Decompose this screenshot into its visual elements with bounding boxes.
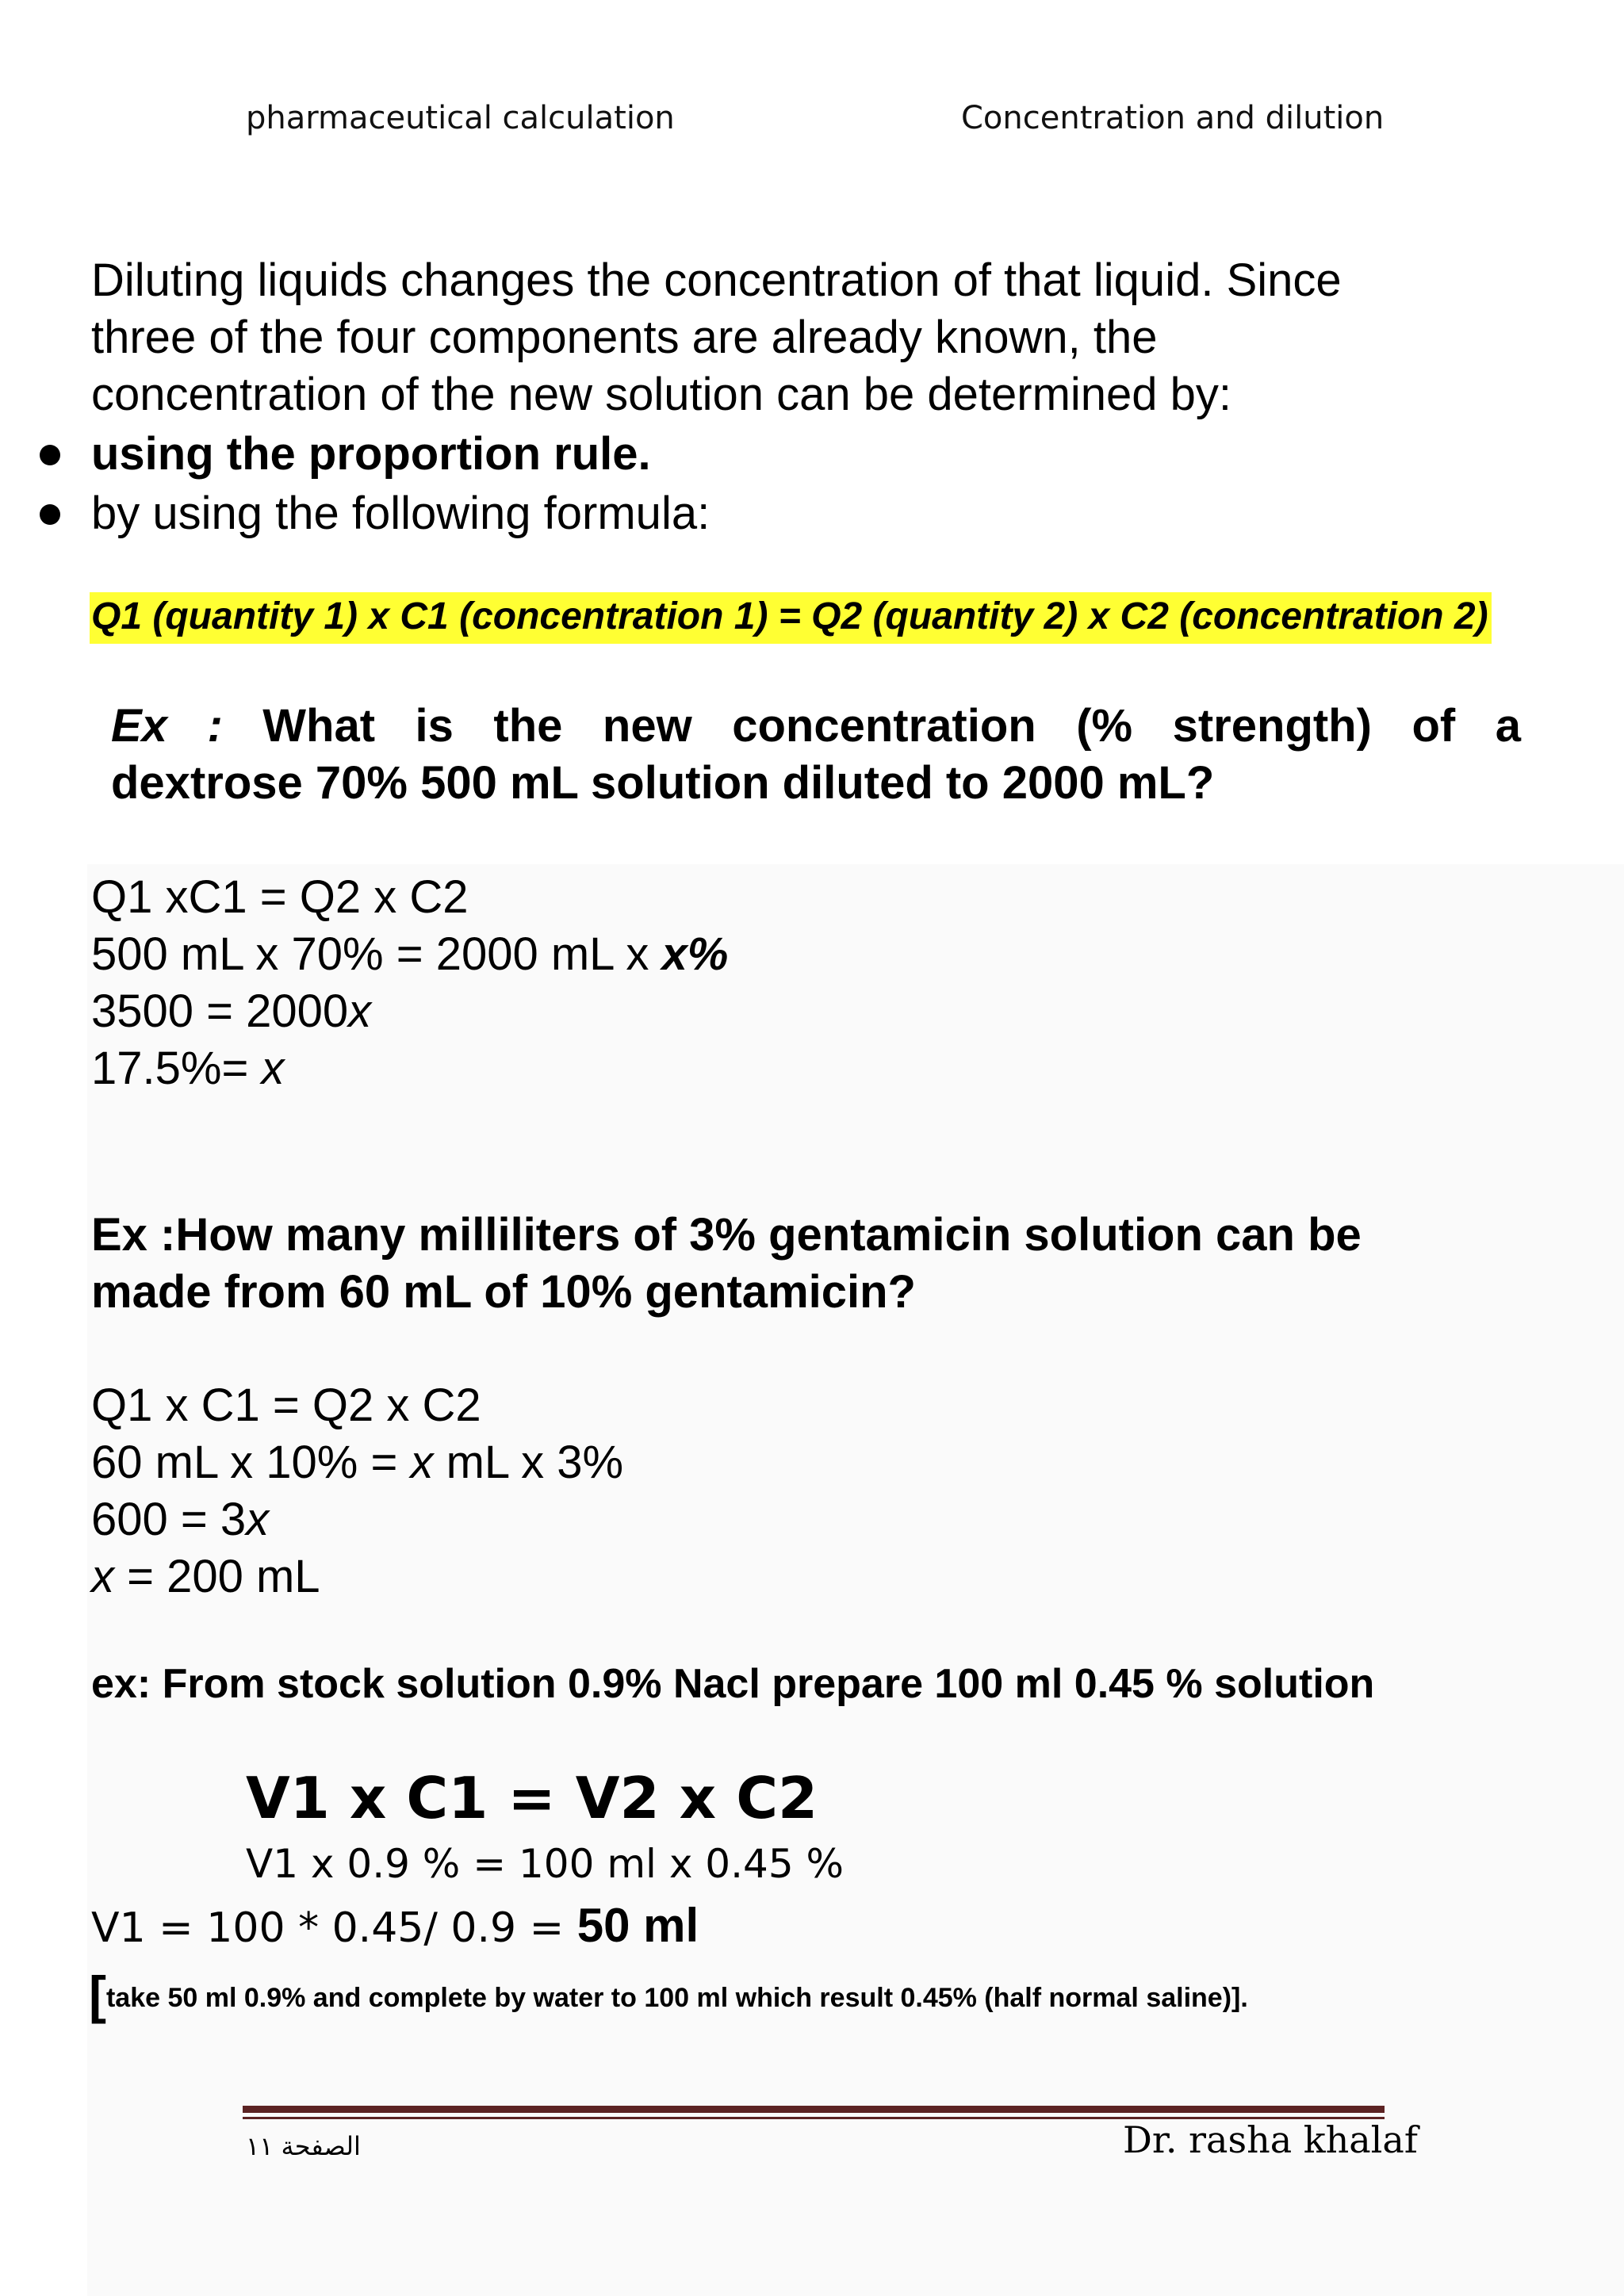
header-right: Concentration and dilution [961,100,1385,136]
example1-step3 [91,983,371,1040]
intro-line-3: concentration of the new solution can be determined by: [91,369,1232,420]
example3-step1: V1 x 0.9 % = 100 ml x 0.45 % [246,1841,845,1887]
step2-text-b: mL x 3% [433,1437,624,1488]
footer-author: Dr. rasha khalaf [1123,2118,1418,2161]
step2-variable: x% [661,928,729,980]
step2-text: 500 mL x 70% = 2000 mL x [91,928,662,980]
step3-text: 600 = 3 [91,1494,247,1545]
footer-page-number: الصفحة ١١ [246,2131,361,2161]
word: What [262,700,376,752]
step2-text: V1 = 100 * 0.45/ 0.9 = [91,1904,577,1952]
bullet-dot-1 [40,445,60,465]
intro-line-2: three of the four components are already known, the [91,312,1158,363]
example2-step1: Q1 x C1 = Q2 x C2 [91,1380,481,1431]
word: is [415,700,454,752]
example3-formula: V1 x C1 = V2 x C2 [246,1765,818,1831]
example3-question: ex: From stock solution 0.9% Nacl prepare 100 ml 0.45 % solution [91,1661,1375,1707]
word: new [602,700,692,752]
step3-variable: x [348,985,372,1037]
bullet-2: by using the following formula: [91,488,710,539]
example3-step2 [91,1898,699,1953]
formula-text: Q1 (quantity 1) x C1 (concentration 1) = Q2 (quantity 2) x C2 (concentration 2) [90,592,1492,644]
step3-text: 3500 = 2000 [91,985,349,1037]
example1-question-line1 [111,699,1521,752]
step2-text-a: 60 mL x 10% = [91,1437,411,1488]
example2-step4 [91,1548,320,1605]
note-text: take 50 ml 0.9% and complete by water to 100 ml which result 0.45% (half normal saline)]. [105,1983,1248,2013]
word: (% [1076,700,1133,752]
step4-text: = 200 mL [114,1551,320,1602]
bullet-1: using the proportion rule. [91,428,651,480]
intro-line-1: Diluting liquids changes the concentration of that liquid. Since [91,254,1342,306]
bullet-dot-2 [40,504,60,525]
step4-variable: x [261,1043,285,1094]
formula-highlight [90,595,1492,638]
example2-step3 [91,1491,269,1548]
word: of [1411,700,1456,752]
ex-label: Ex [111,700,167,752]
example2-step2 [91,1434,623,1491]
example1-step2 [91,926,728,983]
word: the [493,700,563,752]
example1-step4 [91,1040,284,1097]
step2-result: 50 ml [576,1899,699,1952]
example1-step1: Q1 xC1 = Q2 x C2 [91,871,469,923]
step4-text: 17.5%= [91,1043,262,1094]
example1-question-line2: dextrose 70% 500 mL solution diluted to 2000 mL? [111,757,1215,809]
step3-variable: x [246,1494,270,1545]
header-left: pharmaceutical calculation [246,100,675,136]
word: concentration [732,700,1036,752]
note-bracket: [ [89,1965,106,2024]
example3-note [89,1965,1248,2025]
ex-colon: : [207,700,223,752]
example2-question-line2: made from 60 mL of 10% gentamicin? [91,1266,916,1318]
example2-question-line1: Ex :How many milliliters of 3% gentamicin solution can be [91,1209,1362,1261]
step2-variable: x [410,1437,434,1488]
step4-variable: x [91,1551,114,1602]
word: a [1495,700,1521,752]
footer-rule-thick [243,2106,1385,2113]
word: strength) [1172,700,1372,752]
